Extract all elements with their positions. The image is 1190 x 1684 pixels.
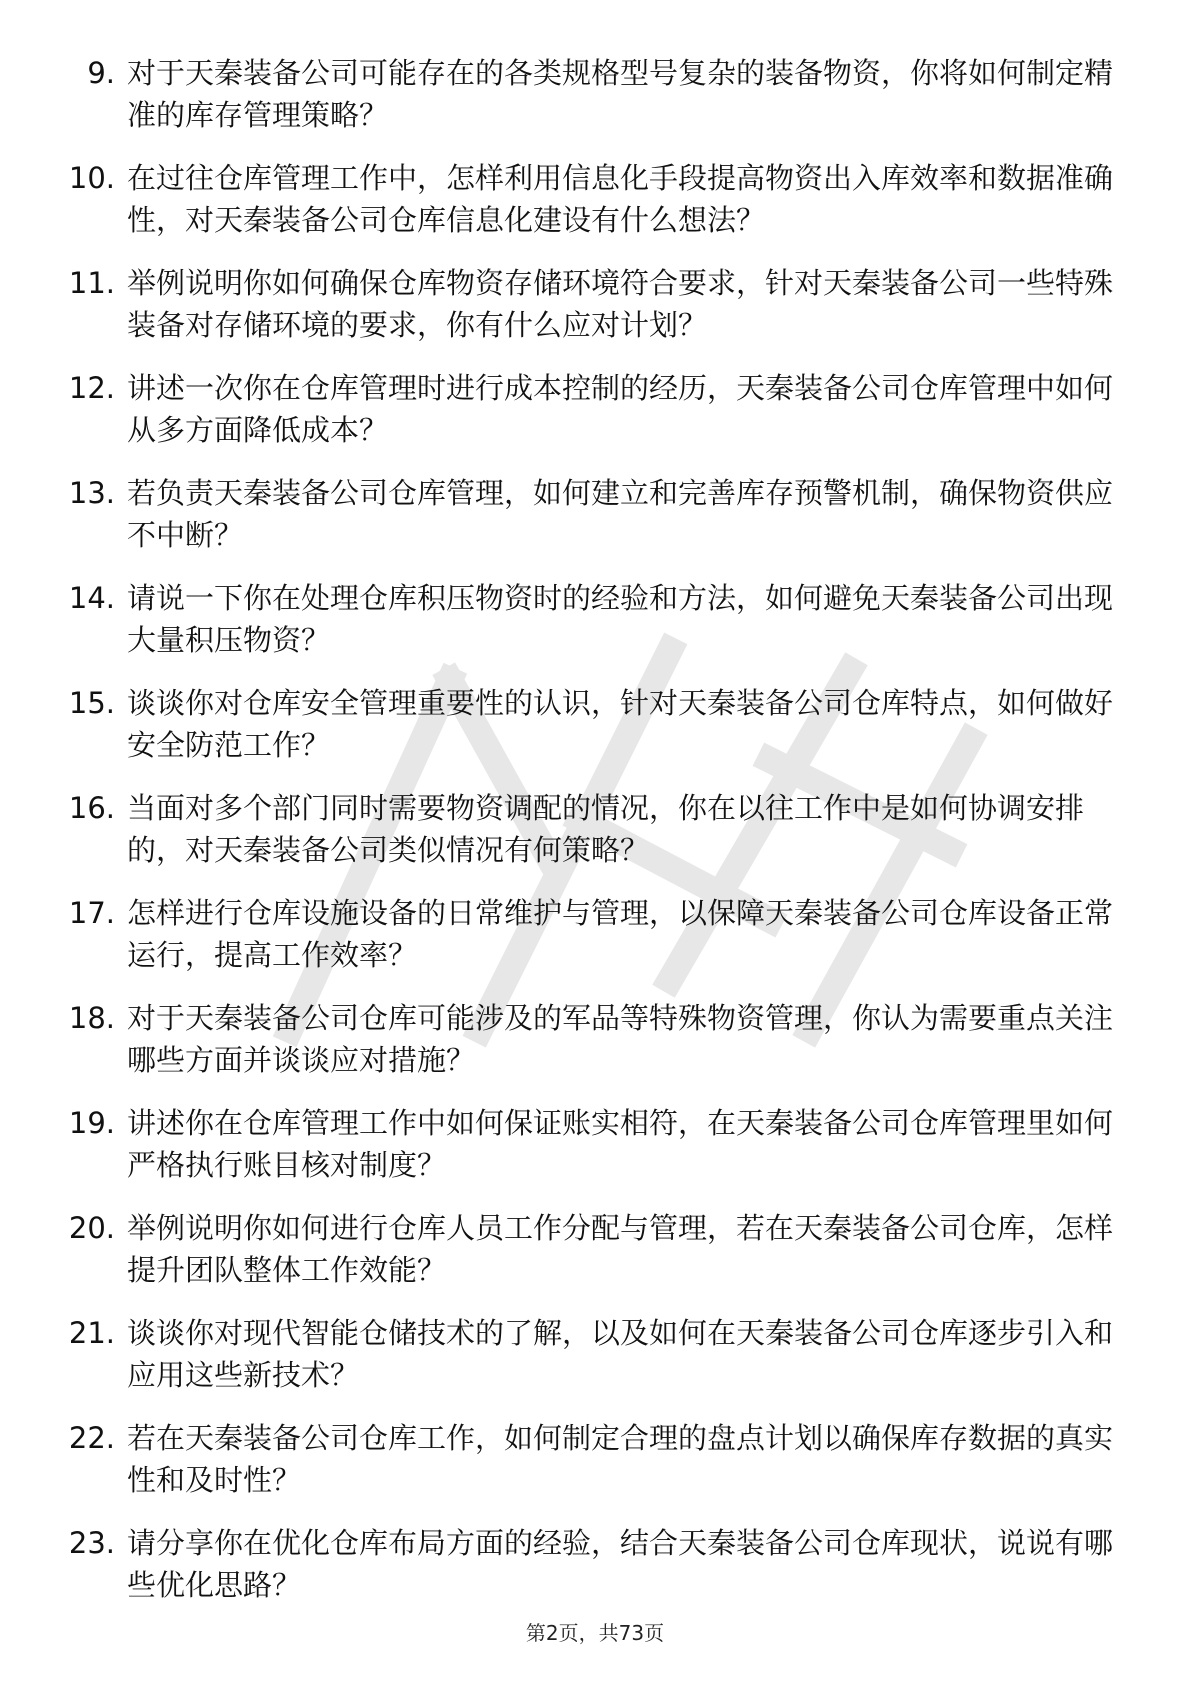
question-item-22: [0, 1417, 1190, 1501]
question-text: 若负责天秦装备公司仓库管理，如何建立和完善库存预警机制，确保物资供应不中断？: [127, 476, 1114, 552]
question-number: 22.: [68, 1421, 115, 1455]
question-item-17: [0, 892, 1190, 976]
question-number: 23.: [68, 1526, 115, 1560]
question-number: 14.: [68, 581, 115, 615]
question-item-15: [0, 682, 1190, 766]
question-number: 16.: [68, 791, 115, 825]
question-item-18: [0, 997, 1190, 1081]
question-text: 若在天秦装备公司仓库工作，如何制定合理的盘点计划以确保库存数据的真实性和及时性？: [127, 1421, 1114, 1497]
question-text: 谈谈你对仓库安全管理重要性的认识，针对天秦装备公司仓库特点，如何做好安全防范工作？: [127, 686, 1114, 762]
question-number: 20.: [68, 1211, 115, 1245]
question-item-16: [0, 787, 1190, 871]
page-number-footer: 第2页，共73页: [525, 1621, 665, 1645]
question-item-21: [0, 1312, 1190, 1396]
question-item-14: [0, 577, 1190, 661]
question-item-10: [0, 157, 1190, 241]
question-text: 举例说明你如何确保仓库物资存储环境符合要求，针对天秦装备公司一些特殊装备对存储环境的要求，你有什么应对计划？: [127, 266, 1114, 342]
question-item-19: [0, 1102, 1190, 1186]
question-text: 请说一下你在处理仓库积压物资时的经验和方法，如何避免天秦装备公司出现大量积压物资？: [127, 581, 1114, 657]
question-text: 怎样进行仓库设施设备的日常维护与管理，以保障天秦装备公司仓库设备正常运行，提高工作效率？: [127, 896, 1114, 972]
question-number: 17.: [68, 896, 115, 930]
question-list: [0, 52, 1190, 1627]
question-text: 讲述你在仓库管理工作中如何保证账实相符，在天秦装备公司仓库管理里如何严格执行账目核对制度？: [127, 1106, 1114, 1182]
question-item-20: [0, 1207, 1190, 1291]
question-item-13: [0, 472, 1190, 556]
question-text: 对于天秦装备公司仓库可能涉及的军品等特殊物资管理，你认为需要重点关注哪些方面并谈谈应对措施？: [127, 1001, 1114, 1077]
question-number: 10.: [68, 161, 115, 195]
question-text: 举例说明你如何进行仓库人员工作分配与管理，若在天秦装备公司仓库，怎样提升团队整体工作效能？: [127, 1211, 1114, 1287]
question-item-11: [0, 262, 1190, 346]
question-item-9: [0, 52, 1190, 136]
question-number: 9.: [87, 56, 115, 90]
question-text: 对于天秦装备公司可能存在的各类规格型号复杂的装备物资，你将如何制定精准的库存管理策略？: [127, 56, 1114, 132]
question-number: 11.: [68, 266, 115, 300]
question-number: 13.: [68, 476, 115, 510]
question-text: 谈谈你对现代智能仓储技术的了解，以及如何在天秦装备公司仓库逐步引入和应用这些新技术？: [127, 1316, 1114, 1392]
question-text: 请分享你在优化仓库布局方面的经验，结合天秦装备公司仓库现状，说说有哪些优化思路？: [127, 1526, 1114, 1602]
question-item-23: [0, 1522, 1190, 1606]
question-item-12: [0, 367, 1190, 451]
question-number: 19.: [68, 1106, 115, 1140]
question-text: 讲述一次你在仓库管理时进行成本控制的经历，天秦装备公司仓库管理中如何从多方面降低成本？: [127, 371, 1114, 447]
question-number: 15.: [68, 686, 115, 720]
question-number: 12.: [68, 371, 115, 405]
question-number: 18.: [68, 1001, 115, 1035]
question-text: 当面对多个部门同时需要物资调配的情况，你在以往工作中是如何协调安排的，对天秦装备公司类似情况有何策略？: [127, 791, 1085, 867]
question-text: 在过往仓库管理工作中，怎样利用信息化手段提高物资出入库效率和数据准确性，对天秦装备公司仓库信息化建设有什么想法？: [127, 161, 1114, 237]
question-number: 21.: [68, 1316, 115, 1350]
